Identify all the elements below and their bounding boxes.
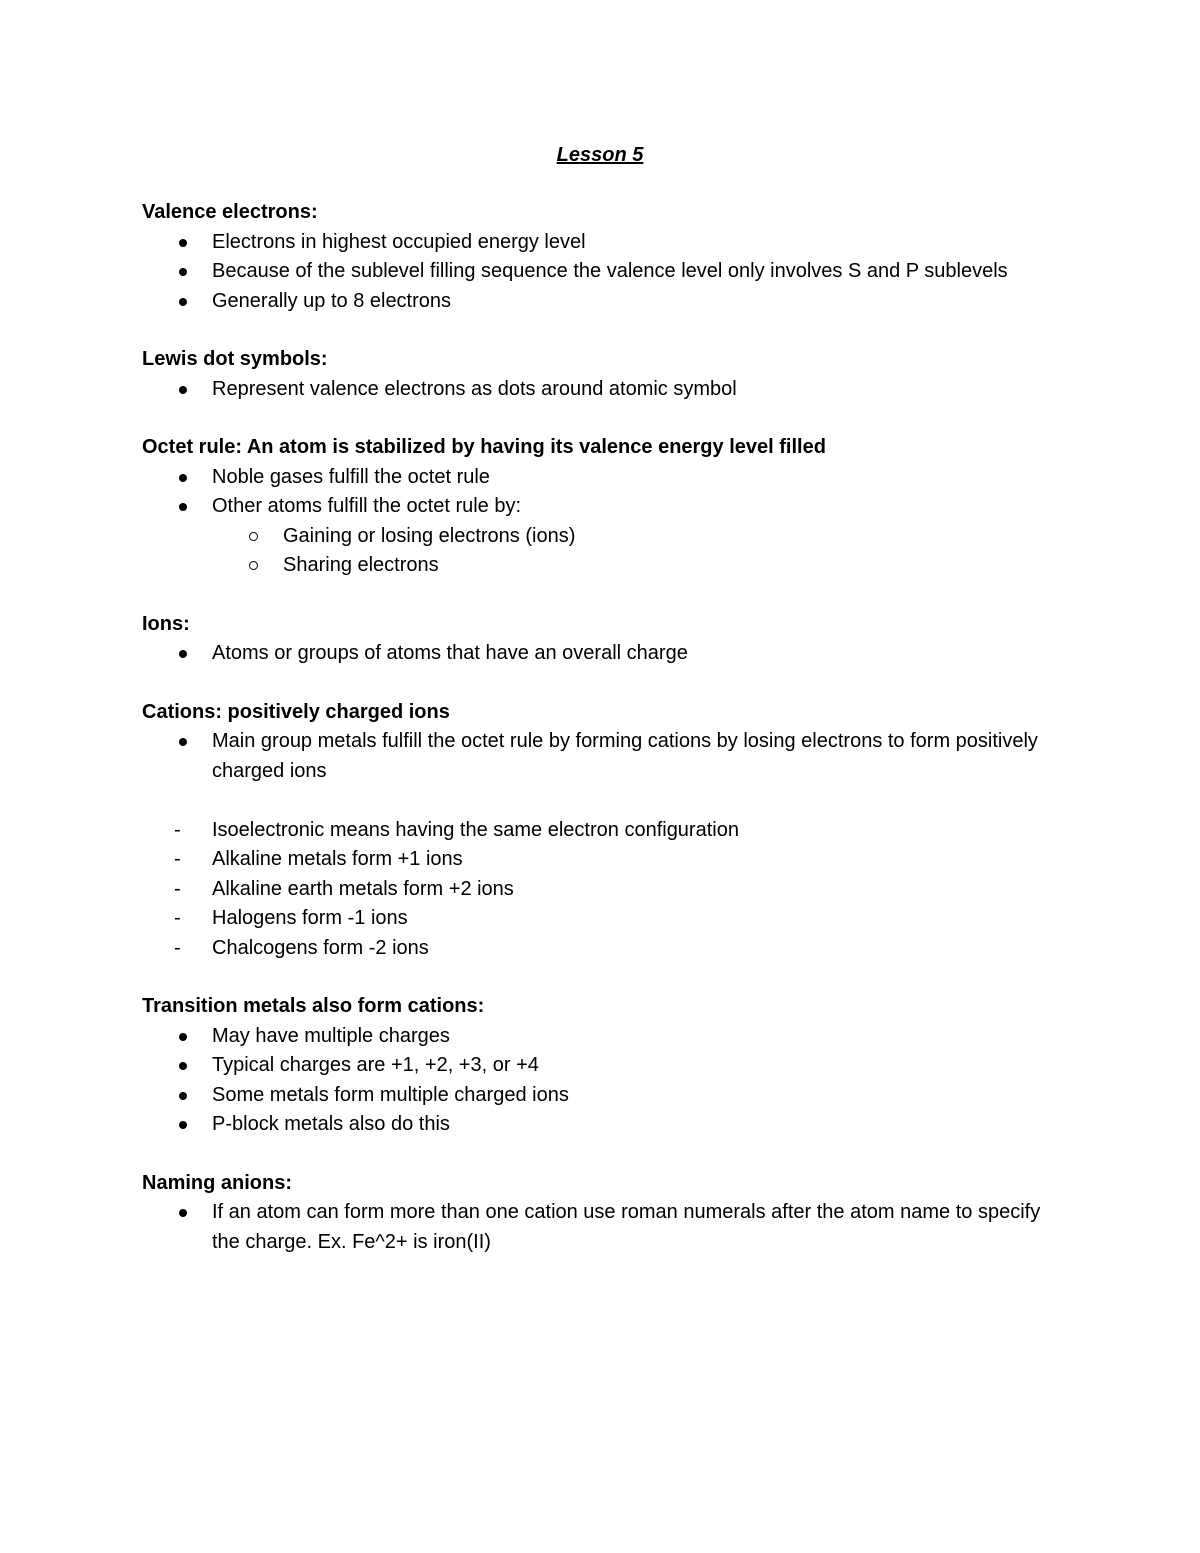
dash-list-item: - Alkaline metals form +1 ions [142,845,1042,875]
bullet-list [142,727,1042,786]
list-item: Atoms or groups of atoms that have an overall charge [142,639,1042,669]
bullet-list [142,463,1042,581]
list-item: Represent valence electrons as dots around atomic symbol [142,375,1042,405]
sub-list-item: Gaining or losing electrons (ions) [142,522,1042,552]
dash-list-item: - Isoelectronic means having the same electron configuration [142,816,1042,846]
list-item: Noble gases fulfill the octet rule [142,463,1042,493]
section-valence-electrons [142,198,1042,316]
dash-list [142,816,1042,964]
section-heading: Valence electrons: [142,201,318,223]
list-item: Generally up to 8 electrons [142,287,1042,317]
page-title: Lesson 5 [556,144,644,166]
dash-list-item: - Halogens form -1 ions [142,904,1042,934]
list-item: If an atom can form more than one cation use roman numerals after the atom name to specify the charge. Ex. Fe^2+ is iron(II) [142,1198,1042,1257]
document-content [142,198,1042,1286]
sub-list-item: Sharing electrons [142,551,1042,581]
list-item: May have multiple charges [142,1022,1042,1052]
section-transition-metals [142,992,1042,1140]
section-heading: Cations: positively charged ions [142,700,450,723]
dash-list-item: - Chalcogens form -2 ions [142,934,1042,964]
spacer [142,786,1042,816]
section-heading: Naming anions: [142,1171,293,1194]
list-item: Because of the sublevel filling sequence the valence level only involves S and P sublevels [142,257,1042,287]
list-item: Typical charges are +1, +2, +3, or +4 [142,1051,1042,1081]
bullet-list [142,1022,1042,1140]
section-heading: Ions: [142,612,190,635]
section-octet-rule [142,433,1042,581]
bullet-list [142,639,1042,669]
list-item: Main group metals fulfill the octet rule by forming cations by losing electrons to form positively charged ions [142,727,1042,786]
section-naming-anions [142,1169,1042,1258]
section-lewis-dot-symbols [142,345,1042,404]
list-item: P-block metals also do this [142,1110,1042,1140]
section-heading: Octet rule: An atom is stabilized by having its valence energy level filled [142,436,826,458]
section-cations [142,698,1042,964]
dash-list-item: - Alkaline earth metals form +2 ions [142,875,1042,905]
bullet-list [142,228,1042,317]
section-ions [142,610,1042,669]
bullet-list [142,375,1042,405]
section-heading: Lewis dot symbols: [142,348,328,370]
list-item: Other atoms fulfill the octet rule by: [142,492,1042,522]
list-item: Some metals form multiple charged ions [142,1081,1042,1111]
section-heading: Transition metals also form cations: [142,995,485,1017]
bullet-list [142,1198,1042,1257]
list-item: Electrons in highest occupied energy level [142,228,1042,258]
